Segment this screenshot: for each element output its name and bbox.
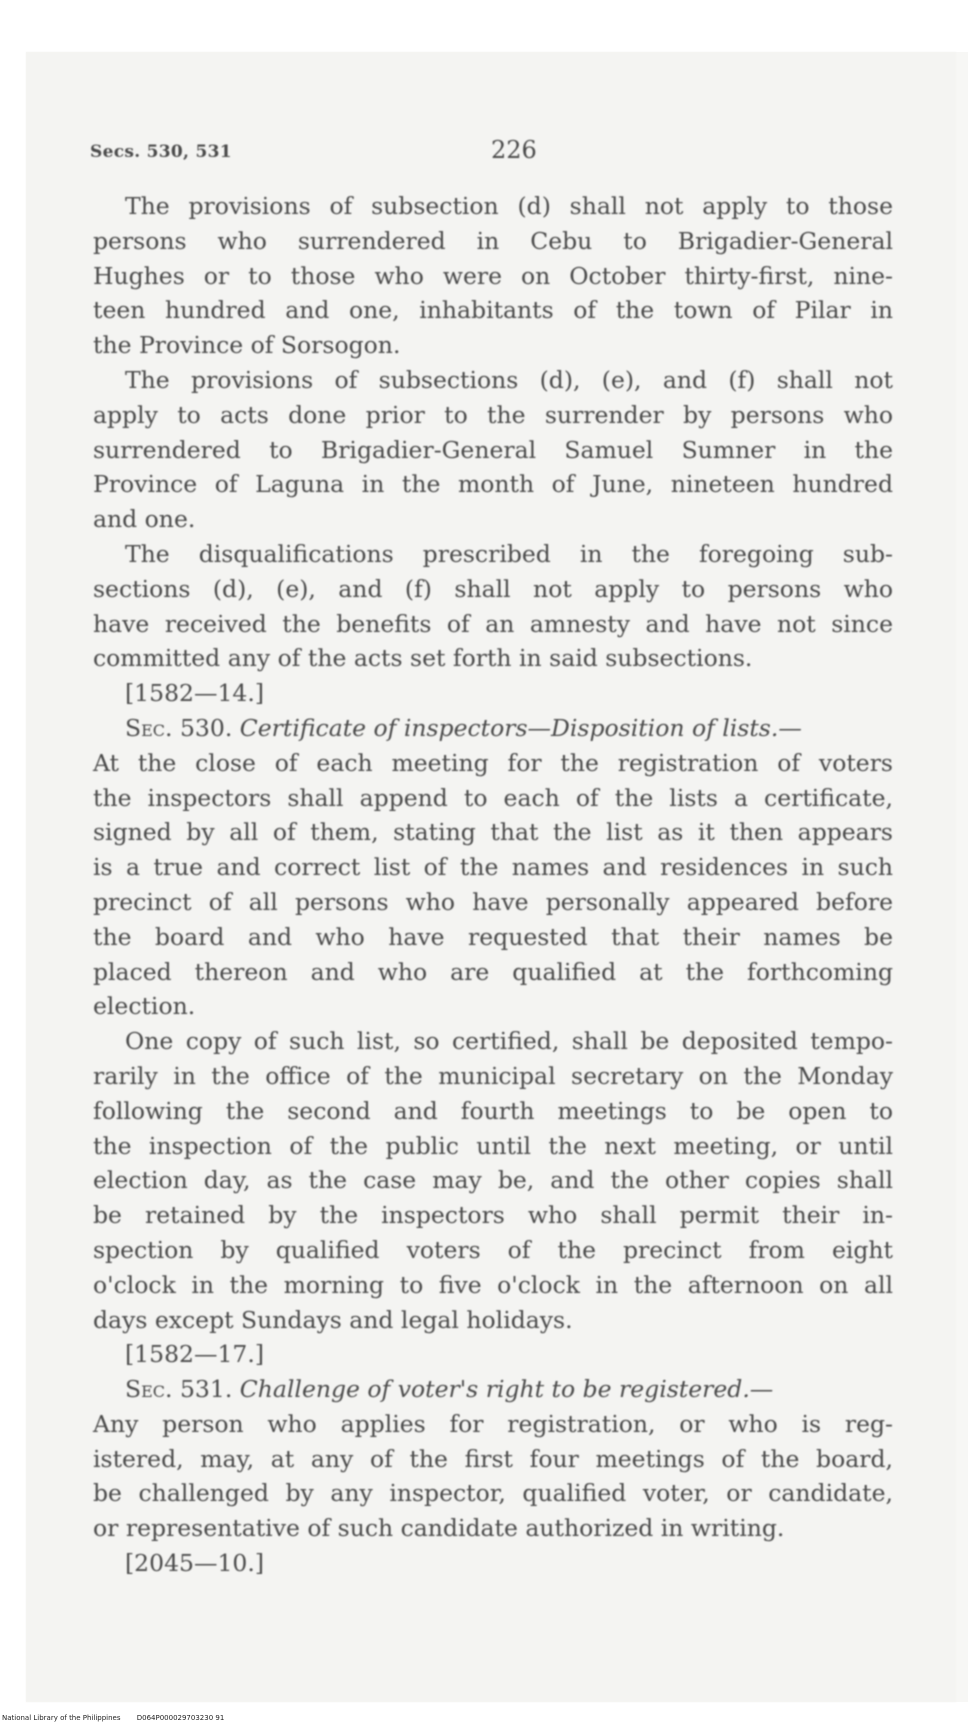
text-line: placed thereon and who are qualified at the forthcoming bbox=[93, 957, 893, 986]
text-line: be retained by the inspectors who shall permit their in- bbox=[93, 1201, 893, 1230]
text-line: signed by all of them, stating that the list as it then appears bbox=[93, 818, 893, 847]
citation: [1582—14.] bbox=[125, 679, 265, 708]
scan-footer bbox=[2, 1714, 238, 1722]
text-line: teen hundred and one, inhabitants of the town of Pilar in bbox=[93, 296, 893, 325]
text-line: days except Sundays and legal holidays. bbox=[93, 1305, 573, 1334]
text-line: o'clock in the morning to five o'clock in the afternoon on all bbox=[93, 1270, 893, 1299]
text-line: rarily in the office of the municipal secretary on the Monday bbox=[93, 1061, 893, 1090]
text-line: committed any of the acts set forth in said subsections. bbox=[93, 644, 753, 673]
text-line: election day, as the case may be, and the other copies shall bbox=[93, 1166, 893, 1195]
text-line: Any person who applies for registration, or who is reg- bbox=[93, 1409, 893, 1438]
text-line: or representative of such candidate authorized in writing. bbox=[93, 1514, 785, 1543]
text-line: At the close of each meeting for the registration of voters bbox=[93, 748, 893, 777]
library-credit: National Library of the Philippines bbox=[2, 1714, 121, 1722]
text-line: the inspection of the public until the next meeting, or until bbox=[93, 1131, 893, 1160]
citation: [1582—17.] bbox=[125, 1340, 265, 1369]
text-line: surrendered to Brigadier-General Samuel Sumner in the bbox=[93, 435, 893, 464]
text-line: The disqualifications prescribed in the foregoing sub- bbox=[125, 539, 893, 568]
running-head: Secs. 530, 531 bbox=[90, 142, 232, 162]
page-number: 226 bbox=[491, 136, 537, 164]
image-id: D064P000029703230 91 bbox=[136, 1714, 225, 1722]
text-line: istered, may, at any of the first four meetings of the board, bbox=[93, 1444, 893, 1473]
book-page bbox=[26, 52, 968, 1702]
text-line: The provisions of subsection (d) shall not apply to those bbox=[125, 192, 893, 220]
text-line: sections (d), (e), and (f) shall not apply to persons who bbox=[93, 574, 893, 603]
section-heading-531 bbox=[93, 1372, 893, 1407]
text-line: spection by qualified voters of the precinct from eight bbox=[93, 1235, 893, 1264]
text-line: persons who surrendered in Cebu to Brigadier-General bbox=[93, 226, 893, 255]
text-line: is a true and correct list of the names and residences in such bbox=[93, 853, 893, 882]
page-content bbox=[26, 52, 956, 1702]
text-line: following the second and fourth meetings to be open to bbox=[93, 1096, 893, 1125]
text-line: the Province of Sorsogon. bbox=[93, 331, 401, 360]
text-line: precinct of all persons who have personally appeared before bbox=[93, 887, 893, 916]
section-label: Sec. 530. bbox=[125, 713, 233, 742]
citation: [2045—10.] bbox=[125, 1549, 265, 1578]
text-line: have received the benefits of an amnesty and have not since bbox=[93, 609, 893, 638]
text-line: Hughes or to those who were on October thirty-first, nine- bbox=[93, 261, 893, 290]
text-line: One copy of such list, so certified, shall be deposited tempo- bbox=[125, 1027, 893, 1056]
section-heading-530 bbox=[93, 711, 893, 746]
section-title: Certificate of inspectors—Disposition of lists.— bbox=[239, 713, 802, 742]
text-line: be challenged by any inspector, qualified voter, or candidate, bbox=[93, 1479, 893, 1508]
section-title: Challenge of voter's right to be registered.— bbox=[239, 1375, 774, 1404]
text-line: apply to acts done prior to the surrender by persons who bbox=[93, 400, 893, 429]
text-line: and one. bbox=[93, 505, 196, 534]
text-line: the inspectors shall append to each of the lists a certificate, bbox=[93, 783, 893, 812]
text-line: election. bbox=[93, 992, 196, 1021]
section-label: Sec. 531. bbox=[125, 1375, 233, 1404]
text-line: Province of Laguna in the month of June, nineteen hundred bbox=[93, 470, 893, 499]
text-line: The provisions of subsections (d), (e), and (f) shall not bbox=[125, 365, 893, 394]
body-text bbox=[93, 189, 893, 1581]
text-line: the board and who have requested that their names be bbox=[93, 922, 893, 951]
